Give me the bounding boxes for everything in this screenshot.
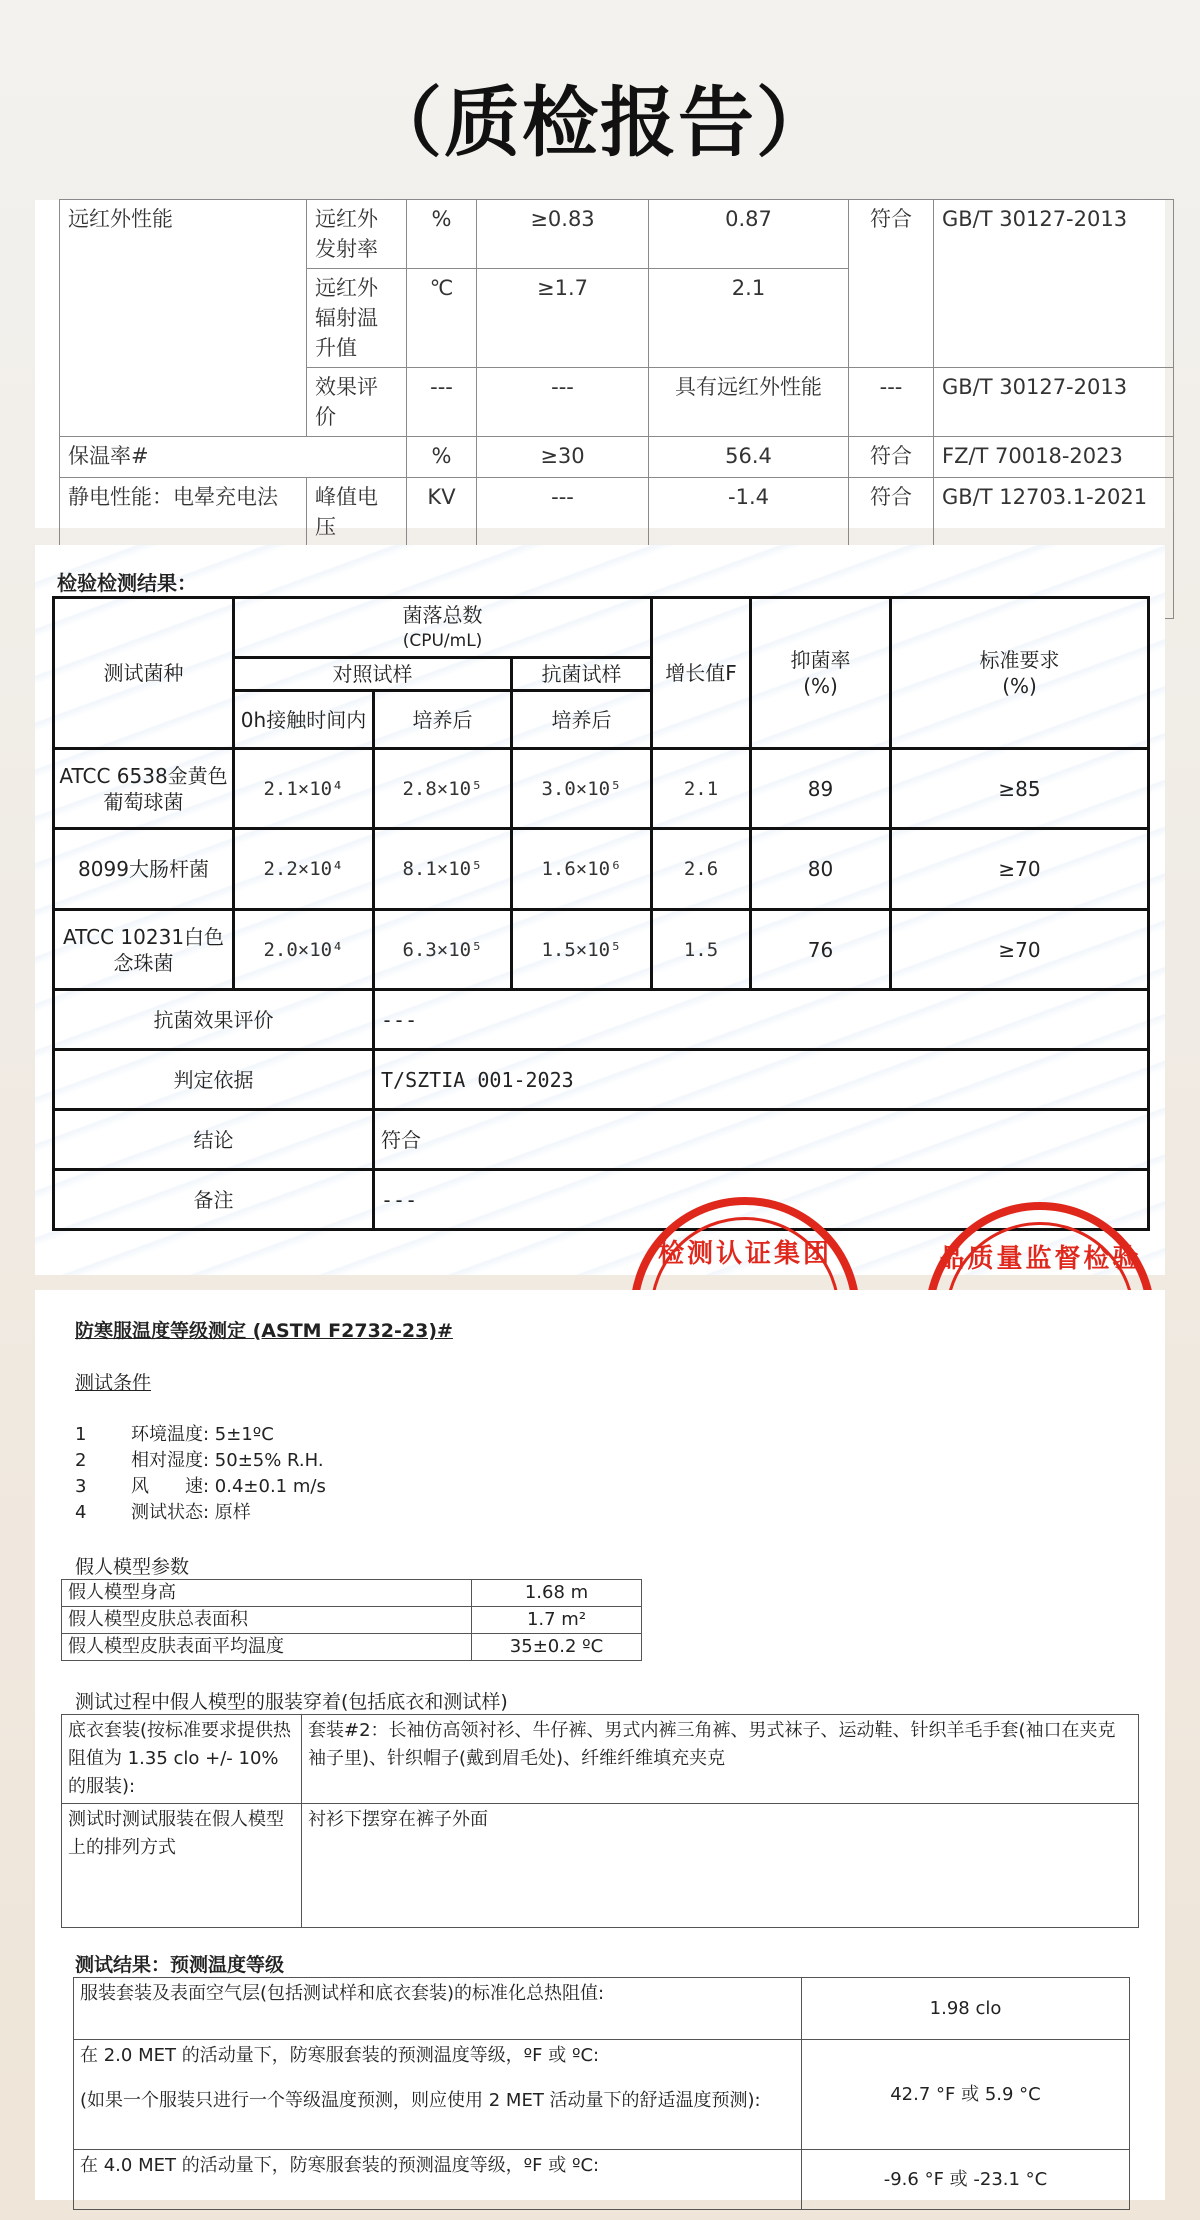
table-cell: ≥30 bbox=[477, 437, 649, 478]
table-header-unit: (%) bbox=[1002, 674, 1037, 698]
table-cell: ≥70 bbox=[891, 910, 1149, 990]
table-cell: -9.6 °F 或 -23.1 °C bbox=[802, 2150, 1130, 2210]
table-cell: -1.4 bbox=[649, 478, 849, 547]
table-cell: KV bbox=[407, 478, 477, 547]
table-cell: % bbox=[407, 437, 477, 478]
table-cell: 1.5×10⁵ bbox=[512, 910, 652, 990]
condition-text: 环境温度: 5±1ºC bbox=[131, 1424, 274, 1445]
table-cell: 套装#2：长袖仿高领衬衫、牛仔裤、男式内裤三角裤、男式袜子、运动鞋、针织羊毛手套(袖口在夹克袖子里)、针织帽子(戴到眉毛处)、纤维纤维填充夹克 bbox=[302, 1715, 1139, 1804]
table-row bbox=[54, 1050, 1149, 1110]
table-cell: --- bbox=[477, 478, 649, 547]
table-cell: 服装套装及表面空气层(包括测试样和底衣套装)的标准化总热阻值: bbox=[74, 1978, 802, 2040]
table-cell: 89 bbox=[751, 749, 891, 829]
table-header: 培养后 bbox=[374, 691, 512, 749]
table-cell: 1.6×10⁶ bbox=[512, 829, 652, 910]
antibacterial-table bbox=[52, 596, 1150, 1231]
far-infrared-panel bbox=[35, 200, 1165, 539]
table-cell: 远红外辐射温升值 bbox=[307, 269, 407, 368]
table-cell: 静电性能：电晕充电法 bbox=[60, 478, 307, 619]
table-row bbox=[54, 910, 1149, 990]
table-cell: --- bbox=[374, 990, 1149, 1050]
condition-text: 相对湿度: 50±5% R.H. bbox=[131, 1450, 324, 1471]
table-cell: 符合 bbox=[849, 478, 934, 619]
table-cell: 1.98 clo bbox=[802, 1978, 1130, 2040]
table-cell: ATCC 6538金黄色葡萄球菌 bbox=[54, 749, 234, 829]
table-cell: GB/T 30127-2013 bbox=[934, 200, 1174, 368]
table-cell: --- bbox=[849, 368, 934, 437]
manikin-table bbox=[61, 1579, 642, 1661]
section-heading: 检验检测结果： bbox=[57, 571, 197, 595]
table-header-unit: (CPU/mL) bbox=[402, 630, 483, 651]
table-cell: 判定依据 bbox=[54, 1050, 374, 1110]
table-header: 标准要求 bbox=[979, 648, 1060, 672]
table-header: 培养后 bbox=[512, 691, 652, 749]
table-cell: 符合 bbox=[849, 200, 934, 368]
table-cell: 假人模型身高 bbox=[62, 1580, 472, 1607]
table-cell: 76 bbox=[751, 910, 891, 990]
table-header-unit: (%) bbox=[803, 674, 838, 698]
table-header: 测试菌种 bbox=[54, 598, 234, 749]
table-cell: 2.1 bbox=[649, 269, 849, 368]
table-cell: % bbox=[407, 200, 477, 269]
table-row bbox=[54, 749, 1149, 829]
table-header: 抗菌试样 bbox=[512, 658, 652, 691]
table-row bbox=[54, 990, 1149, 1050]
table-cell: 效果评价 bbox=[307, 368, 407, 437]
table-cell: --- bbox=[374, 1170, 1149, 1230]
table-cell: 8099大肠杆菌 bbox=[54, 829, 234, 910]
table-cell: ATCC 10231白色念珠菌 bbox=[54, 910, 234, 990]
clothing-title: 测试过程中假人模型的服装穿着(包括底衣和测试样) bbox=[75, 1691, 508, 1713]
seal-text: 检测认证集团 bbox=[657, 1239, 832, 1269]
manikin-title: 假人模型参数 bbox=[75, 1556, 190, 1578]
condition-row bbox=[75, 1446, 324, 1472]
table-cell: 42.7 °F 或 5.9 °C bbox=[802, 2040, 1130, 2150]
table-cell: T/SZTIA 001-2023 bbox=[374, 1050, 1149, 1110]
conditions-title: 测试条件 bbox=[75, 1372, 152, 1394]
table-cell: 备注 bbox=[54, 1170, 374, 1230]
table-cell: 测试时测试服装在假人模型上的排列方式 bbox=[62, 1804, 302, 1928]
table-cell: 2.2×10⁴ bbox=[234, 829, 374, 910]
table-cell: 8.1×10⁵ bbox=[374, 829, 512, 910]
table-cell: ≥0.83 bbox=[477, 200, 649, 269]
table-cell: 结论 bbox=[54, 1110, 374, 1170]
table-cell: ℃ bbox=[407, 269, 477, 368]
table-header: 抑菌率 bbox=[790, 648, 851, 672]
table-cell: ≥70 bbox=[891, 829, 1149, 910]
condition-row bbox=[75, 1498, 251, 1524]
table-header: 对照试样 bbox=[234, 658, 512, 691]
table-cell: ≥1.7 bbox=[477, 269, 649, 368]
table-cell: 保温率# bbox=[60, 437, 407, 478]
condition-number: 4 bbox=[75, 1502, 87, 1523]
table-row bbox=[54, 1110, 1149, 1170]
condition-number: 1 bbox=[75, 1424, 87, 1445]
cold-rating-panel bbox=[35, 1290, 1165, 2200]
table-cell: 符合 bbox=[849, 437, 934, 478]
table-cell: FZ/T 70018-2023 bbox=[934, 437, 1174, 478]
table-cell: 2.8×10⁵ bbox=[374, 749, 512, 829]
table-cell: 2.1×10⁴ bbox=[234, 749, 374, 829]
table-cell: 0.87 bbox=[649, 200, 849, 269]
antibacterial-panel bbox=[35, 545, 1165, 1275]
condition-number: 3 bbox=[75, 1476, 87, 1497]
table-cell: 符合 bbox=[374, 1110, 1149, 1170]
table-cell: 假人模型皮肤总表面积 bbox=[62, 1607, 472, 1634]
seal-text: 品质量监督检验 bbox=[938, 1244, 1142, 1274]
condition-row bbox=[75, 1420, 274, 1446]
table-cell: GB/T 12703.1-2021 bbox=[934, 478, 1174, 619]
table-cell: 假人模型皮肤表面平均温度 bbox=[62, 1634, 472, 1661]
table-header: 0h接触时间内 bbox=[234, 691, 374, 749]
condition-text: 测试状态: 原样 bbox=[131, 1502, 251, 1523]
table-row bbox=[54, 829, 1149, 910]
table-cell: ≥85 bbox=[891, 749, 1149, 829]
table-cell: 2.6 bbox=[652, 829, 751, 910]
table-cell: 2.1 bbox=[652, 749, 751, 829]
section-title: 防寒服温度等级测定 (ASTM F2732-23)# bbox=[75, 1320, 453, 1342]
clothing-table bbox=[61, 1714, 1139, 1928]
table-cell: 56.4 bbox=[649, 437, 849, 478]
table-cell: 6.3×10⁵ bbox=[374, 910, 512, 990]
condition-text: 风 速: 0.4±0.1 m/s bbox=[131, 1476, 326, 1497]
table-cell: 在 2.0 MET 的活动量下，防寒服套装的预测温度等级，ºF 或 ºC: bbox=[80, 2045, 600, 2066]
table-header: 增长值F bbox=[652, 598, 751, 749]
table-cell: 1.7 m² bbox=[472, 1607, 642, 1634]
table-cell: 具有远红外性能 bbox=[649, 368, 849, 437]
result-table bbox=[73, 1977, 1130, 2210]
condition-number: 2 bbox=[75, 1450, 87, 1471]
table-cell: 抗菌效果评价 bbox=[54, 990, 374, 1050]
table-cell: --- bbox=[477, 368, 649, 437]
table-cell: --- bbox=[407, 368, 477, 437]
table-cell: GB/T 30127-2013 bbox=[934, 368, 1174, 437]
table-cell: 峰值电压 bbox=[307, 478, 407, 547]
table-cell: 3.0×10⁵ bbox=[512, 749, 652, 829]
table-cell: 2.0×10⁴ bbox=[234, 910, 374, 990]
table-header: 菌落总数 bbox=[402, 602, 483, 627]
table-cell: 1.5 bbox=[652, 910, 751, 990]
table-cell: 底衣套装(按标准要求提供热阻值为 1.35 clo +/- 10%的服装): bbox=[62, 1715, 302, 1804]
table-cell-note: (如果一个服装只进行一个等级温度预测，则应使用 2 MET 活动量下的舒适温度预测): bbox=[80, 2090, 761, 2111]
page-title: （质检报告） bbox=[366, 78, 834, 167]
table-cell: 35±0.2 ºC bbox=[472, 1634, 642, 1661]
table-cell: 1.68 m bbox=[472, 1580, 642, 1607]
table-cell: 在 4.0 MET 的活动量下，防寒服套装的预测温度等级，ºF 或 ºC: bbox=[74, 2150, 802, 2210]
table-cell: 远红外发射率 bbox=[307, 200, 407, 269]
condition-row bbox=[75, 1472, 326, 1498]
table-cell: 80 bbox=[751, 829, 891, 910]
result-title: 测试结果：预测温度等级 bbox=[75, 1954, 285, 1976]
table-cell: 衬衫下摆穿在裤子外面 bbox=[302, 1804, 1139, 1928]
table-cell: 远红外性能 bbox=[60, 200, 307, 437]
